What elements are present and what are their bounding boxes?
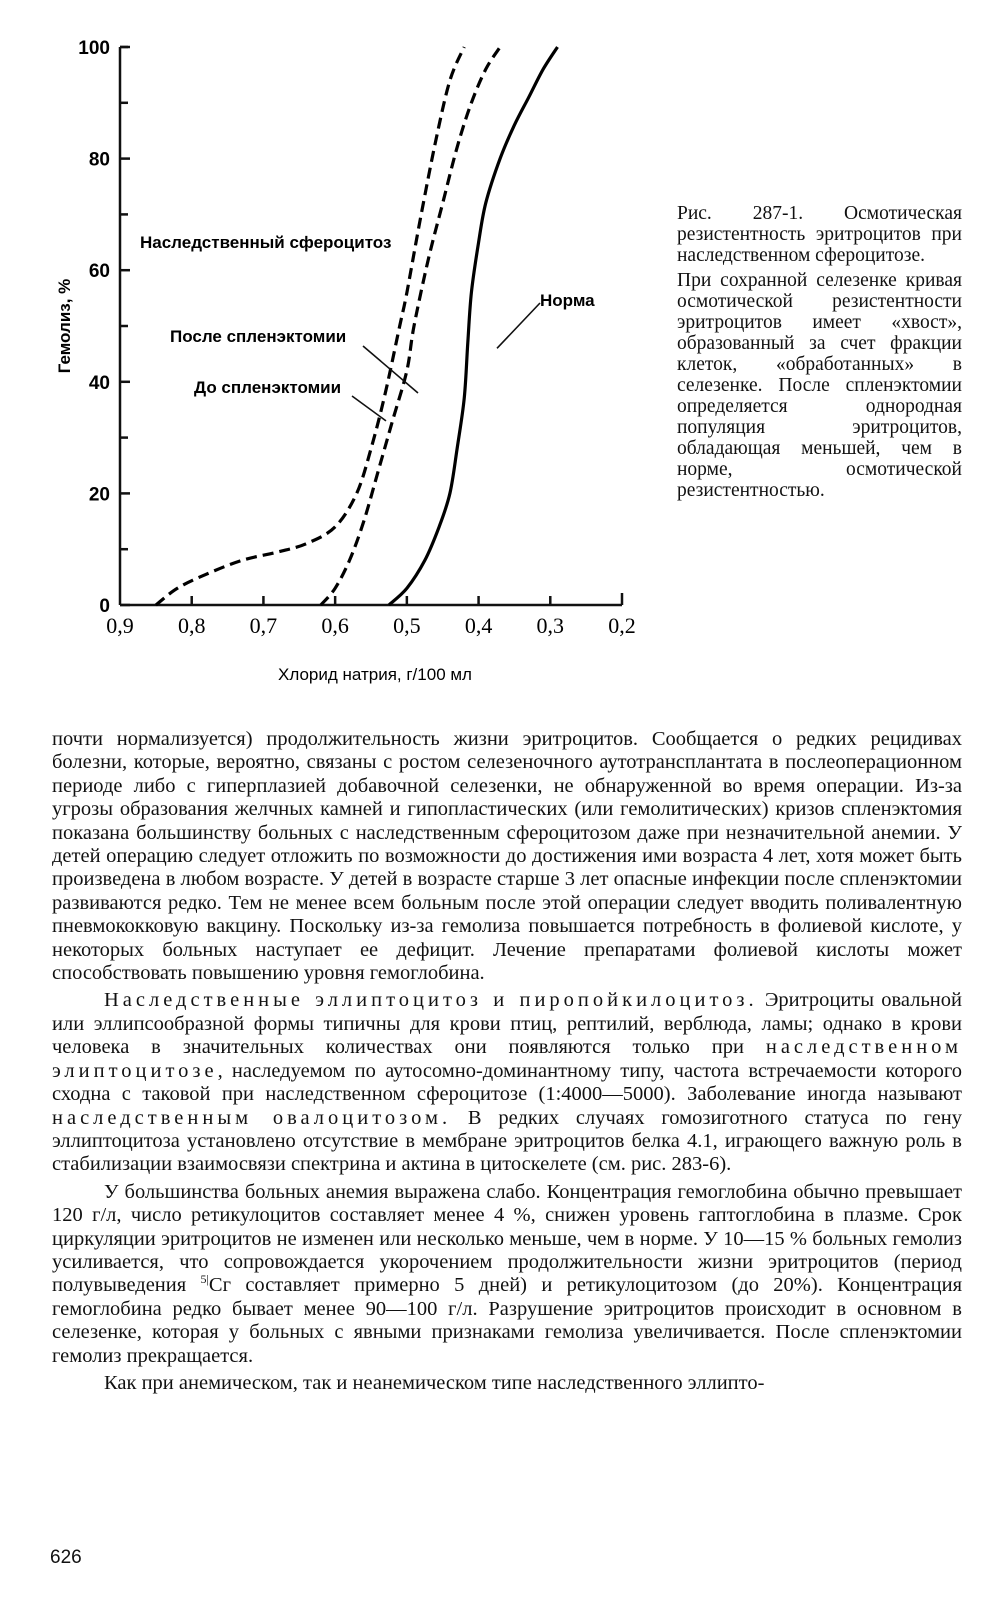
chart-axes	[120, 47, 622, 605]
paragraph-3	[52, 1181, 962, 1368]
x-axis-title: Хлорид натрия, г/100 мл	[278, 665, 472, 684]
paragraph-3-part-a: У большинства больных анемия выражена слабо. Концентрация гемоглобина обычно превышает 120 г/л, число ретикулоцитов составляет менее 4 %, снижен уровень гаптоглобина в плазме. Срок циркуляции эритроцитов не изменен или несколько меньше, чем в норме. У 10—15 % больных гемолиз усиливается, что сопровождается укорочением продолжительности жизни эритроцитов (период полувыведения	[52, 1180, 962, 1297]
chart-ticks	[78, 38, 635, 638]
y-tick-label: 100	[78, 38, 110, 59]
term-hereditary-elliptocytosis: наследственном элиптоцитозе	[52, 1036, 962, 1082]
leader-normal	[497, 303, 540, 348]
paragraph-3-part-b: Сг составляет примерно 5 дней) и ретикулоцитозом (до 20%). Концентрация гемоглобина редко бывает менее 90—100 г/л. Разрушение эритроцитов происходит в основном в селезенке, которая у больных с явными признаками гемолиза увеличивается. После спленэктомии гемолиз прекращается.	[52, 1274, 963, 1367]
paragraph-2-part-a: Эритроциты овальной или эллипсообразной формы типичны для крови птиц, рептилий, верблюда, ламы; однако в крови человека в значительных количествах они появляются только при	[52, 989, 962, 1059]
paragraph-4: Как при анемическом, так и неанемическом типе наследственного эллипто-	[104, 1371, 765, 1394]
paragraph-1: почти нормализуется) продолжительность жизни эритроцитов. Сообщается о редких рецидивах болезни, которые, вероятно, связаны с ростом селезеночного аутотрансплантата в послеоперационном периоде либо с гиперплазией добавочной селезенки, не обнаруженной во время операции. Из-за угрозы образования желчных камней и гипопластических (или гемолитических) кризов спленэктомия показана большинству больных с наследственным сфероцитозом даже при незначительной анемии. У детей операцию следует отложить по возможности до достижения ими возраста 4 лет, хотя может быть произведена в любом возрасте. У детей в возрасте старше 3 лет опасные инфекции после спленэктомии развиваются редко. Тем не менее всем больным после этой операции следует вводить поливалентную пневмококковую вакцину. Поскольку из-за гемолиза повышается потребность в фолиевой кислоте, у некоторых больных наступает ее дефицит. Лечение препаратами фолиевой кислоты может способствовать повышению уровня гемоглобина.	[52, 728, 962, 985]
chart-curves	[156, 47, 558, 605]
annotation-hereditary-spherocytosis: Наследственный сфероцитоз	[140, 233, 392, 252]
x-tick-label: 0,2	[608, 613, 636, 638]
paragraph-2-part-c: В редких случаях гомозиготного статуса по гену эллиптоцитоза установлено отсутствие в мембране эритроцитов белка 4.1, играющего важную роль в стабилизации взаимосвязи спектрина и актина в цитоскелете (см. рис. 283-6).	[52, 1106, 962, 1176]
osmotic-resistance-chart	[0, 0, 660, 700]
curve-after-splenectomy	[321, 47, 500, 605]
annotation-normal: Норма	[540, 291, 595, 310]
x-tick-label: 0,4	[464, 613, 493, 638]
section-heading-elliptocytosis: Наследственные эллиптоцитоз и пиропойкилоцитоз.	[104, 989, 758, 1012]
isotope-superscript: 5|	[200, 1272, 209, 1287]
y-tick-label: 60	[88, 261, 110, 283]
annotation-after-splenectomy: После спленэктомии	[170, 327, 347, 346]
y-axis-title: Гемолиз, %	[55, 278, 74, 374]
leader-after-splenectomy	[363, 346, 418, 393]
paragraph-2-part-b: , наследуемом по аутосомно-доминантному типу, частота встречаемости которого сходна с таковой при наследственном сфероцитозе (1:4000—5000). Заболевание иногда называют	[52, 1059, 962, 1106]
y-tick-label: 40	[88, 372, 110, 394]
x-tick-label: 0,5	[393, 613, 421, 638]
curve-before-splenectomy	[156, 47, 464, 605]
body-text	[52, 728, 962, 1399]
figure-caption-title: Рис. 287-1. Осмотическая резистентность эритроцитов при наследственном сфероцитозе.	[677, 203, 962, 266]
y-tick-label: 80	[88, 149, 110, 171]
y-tick-label: 0	[99, 596, 110, 617]
page-number: 626	[50, 1547, 82, 1568]
x-tick-label: 0,7	[249, 613, 278, 638]
y-tick-label: 20	[88, 484, 110, 506]
term-hereditary-ovalocytosis: наследственным овалоцитозом.	[52, 1106, 452, 1129]
x-tick-label: 0,6	[321, 613, 349, 638]
x-tick-label: 0,9	[106, 613, 134, 638]
paragraph-2	[52, 989, 962, 1176]
figure-caption-body: При сохранной селезенке кривая осмотической резистентности эритроцитов имеет «хвост», образованный за счет фракции клеток, «обработанных» в селезенке. После спленэктомии определяется однородная популяция эритроцитов, обладающая меньшей, чем в норме, осмотической резистентностью.	[677, 270, 962, 501]
x-tick-label: 0,3	[536, 613, 565, 638]
annotation-before-splenectomy: До спленэктомии	[194, 378, 342, 397]
figure-caption	[677, 203, 962, 501]
x-tick-label: 0,8	[177, 613, 206, 638]
